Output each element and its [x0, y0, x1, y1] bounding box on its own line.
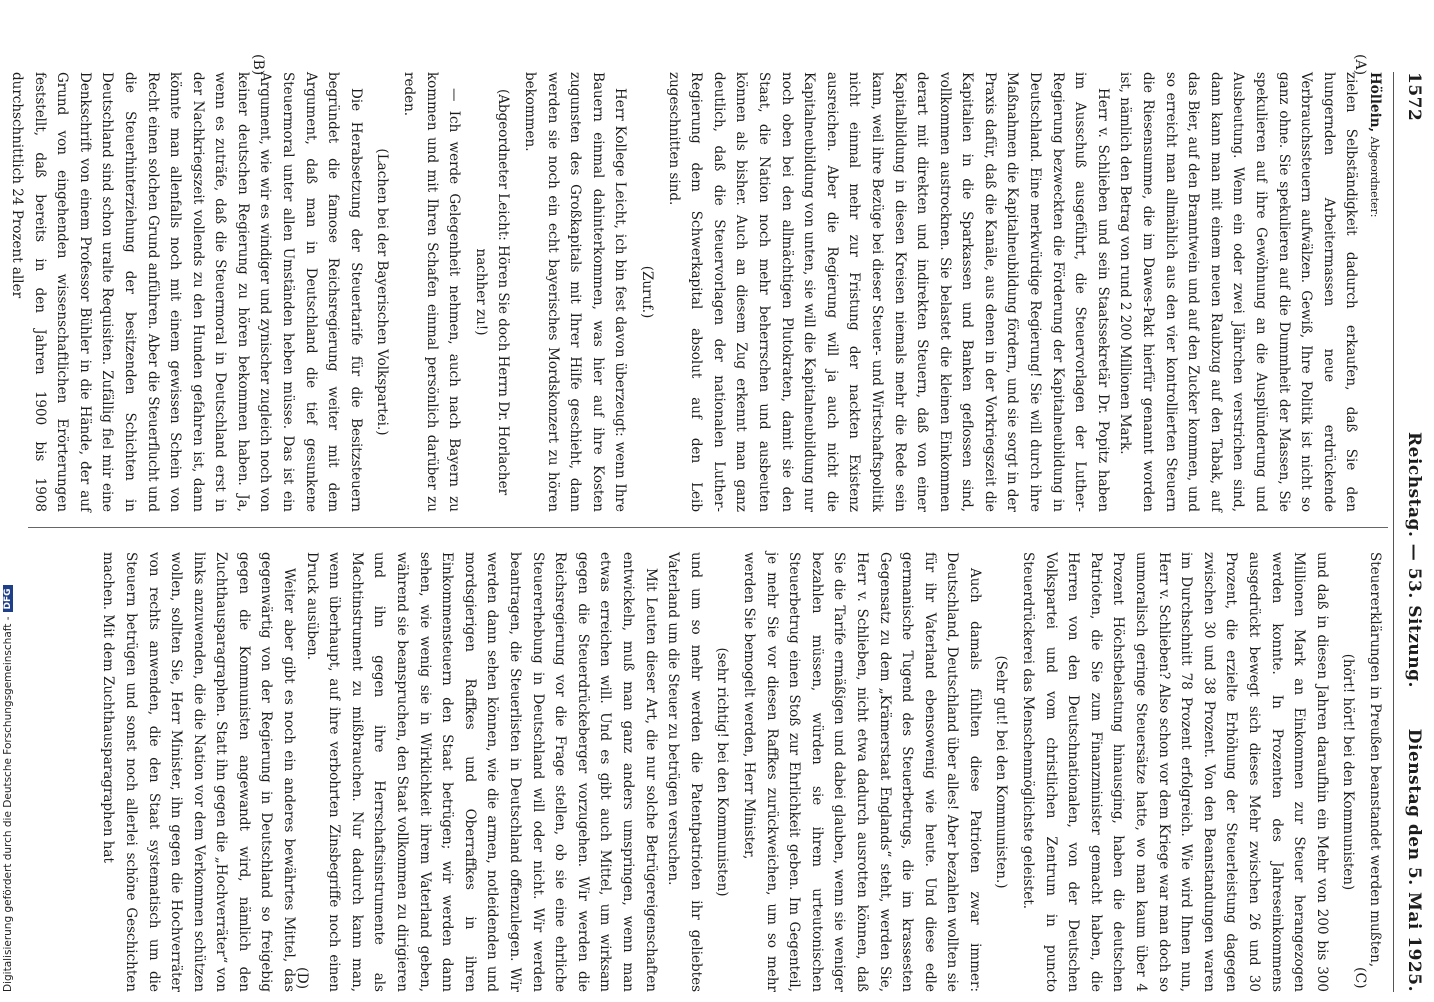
session-date: Dienstag den 5. Mai 1925.: [1404, 728, 1424, 992]
paragraph: und daß in diesen Jahren daraufhin ein Mehr von 200 bis 300 Millionen Mark an Einkommen zur Steuer herangezogen werden konnte. In Prozenten des Jahreseinkommens ausgedrückt bewegt sich dieses Mehr zwischen 26 und 30 Prozent, die erzielte Erhöhung der Steuerleistung dagegen zwischen 30 und 38 Prozent. Von den Beanstandungen waren im Durchschnitt 78 Prozent erfolgreich. Wie wird Ihnen nun, Herr v. Schlieben? Also schon vor dem Kriege war man doch so unmoralisch geringe Steuersätze hatte, wo man kaum über 4 Prozent Höchstbelastung hinausging, haben die deutschen Patrioten, die Sie zum Finanzminister gemacht haben, die Herren von den Deutschnationalen, von der Deutschen Volkspartei und vom christlichen Zentrum in puncto Steuerdrückerei das Menschenmöglichste geleistet.: [1020, 552, 1330, 992]
paragraph: und um so mehr werden die Patentpatrioten ihr geliebtes Vaterland um die Steuer zu betrügen versuchen.: [665, 552, 704, 992]
paragraph: Herr Kollege Leicht, ich bin fest davon überzeugt: wenn Ihre Bauern einmal dahinterkommen, was hier auf ihre Kosten zugunsten des Großkapitals mit Ihrer Hilfe geschieht, dann werden sie noch ein echt bayerisches Mordskonzert zu hören bekommen.: [522, 72, 629, 512]
dfg-logo: DFG: [3, 585, 13, 612]
paragraph: Weiter aber gibt es noch ein anderes bewährtes Mittel, das gegenwärtig von der Regierung in Deutschland so freigebig gegen die Kommunisten angewandt wird, nämlich den Zuchthausparagraphen. Statt ihn gegen die „Hochverräter“ von links anzuwenden, die die Nation vor dem Verkommen schützen wollen, sollten Sie, Herr Minister, ihn gegen die Hochverräter von rechts anwenden, die den Staat systematisch um die Steuern betrügen und sonst noch allerlei schöne Geschichten machen. Mit dem Zuchthausparagraphen hat: [100, 552, 298, 992]
margin-marker-a: (A): [1352, 54, 1368, 76]
interjection: (hört! hört! bei den Kommunisten): [1340, 653, 1357, 891]
interjection: (Abgeordneter Leicht: Hören Sie doch Herrn Dr. Horlacher nachher zu!): [472, 88, 512, 496]
paragraph: — Ich werde Gelegenheit nehmen, auch nach Bayern zu kommen und mit Ihren Schafen einmal persönlich darüber zu reden.: [401, 72, 463, 512]
interjection: (Zuruf.): [639, 265, 655, 319]
paragraph: Herr v. Schlieben und sein Staatssekretär Dr. Popitz haben im Ausschuß ausgeführt, die Steuervorlagen der Luther-Regierung bezweckten die Förderung der Kapitalneubildung in Deutschland. Eine merkwürdige Regierung! Sie will durch ihre Maßnahmen die Kapitalneubildung fördern, und sie sorgt in der Praxis dafür, daß die Kanäle, aus denen in der Vorkriegszeit die Kapitalien in die Sparkassen und Banken geflossen sind, vollkommen austrocknen. Sie belastet die kleinen Einkommen derart mit direkten und indirekten Steuern, daß von einer Kapitalbildung in diesen Kreisen niemals mehr die Rede sein kann, weil ihre Bezüge bei dieser Steuer- und Wirtschaftspolitik nicht einmal mehr zur Fristung der nackten Existenz ausreichen. Aber die Regierung will ja auch nicht die Kapitalneubildung von unten, sie will die Kapitalneubildung nur noch oben bei den allmächtigen Plutokraten, damit sie den Staat, die Nation noch mehr beherrschen und ausbeuten können als bisher. Auch an diesem Zug erkennt man ganz deutlich, daß die Steuervorlagen der nationalen Luther-Regierung dem Schwerkapital absolut auf den Leib zugeschnitten sind.: [665, 72, 1111, 512]
paragraph: zielen Selbständigkeit dadurch erkaufen, daß Sie den hungernden Arbeitermassen neue erdrückende Verbrauchssteuern aufwälzen. Gewiß, Ihre Politik ist nicht so ganz ohne. Sie spekulieren auf die Dummheit der Massen, Sie spekulieren auf ihre Gewöhnung an die Ausplünderung und Ausbeutung. Wenn ein oder zwei Jährchen verstrichen sind, dann kann man mit einem neuen Raubzug auf den Tabak, auf das Bier, auf den Branntwein und auf den Zucker kommen, und so erreicht man allmählich aus den vier kontrollierten Steuern die Riesensumme, die im Dawes-Pakt hierfür genannt worden ist, nämlich den Betrag von rund 2 200 Millionen Mark.: [1117, 72, 1360, 512]
page-header: [1398, 72, 1424, 992]
speaker-line: [1362, 72, 1386, 512]
paragraph: Die Herabsetzung der Steuertarife für die Besitzsteuern begründet die famose Reichsregierung weiter mit dem Argument, daß man in Deutschland die tief gesunkene Steuermoral unter allen Umständen heben müsse. Das ist ein Argument, wie wir es windiger und zynischer zugleich noch von keiner deutschen Regierung zu hören bekommen haben. Ja, wenn es zuträfe, daß die Steuermoral in Deutschland erst in der Nachkriegszeit vollends zu den Hunden gefahren ist, dann könnte man allenfalls noch mit einem gewissen Schein von Recht einen solchen Grund anführen. Aber die Steuerflucht und die Steuerhinterziehung der besitzenden Schichten in Deutschland sind schon uralte Requisiten. Zufällig fiel mir eine Denkschrift von einem Professor Bühler in die Hände, der auf Grund von eingehenden wissenschaftlichen Erörterungen feststellt, daß bereits in den Jahren 1900 bis 1908 durchschnittlich 24 Prozent aller: [8, 72, 364, 512]
page-title: Reichstag. — 53. Sitzung.: [1404, 432, 1424, 688]
header-rule: [1393, 72, 1394, 992]
right-column: [97, 552, 1386, 992]
left-column: [5, 72, 1386, 512]
credit-text: Digitalisierung gefördert durch die Deutsche Forschungsgemeinschaft -: [2, 616, 14, 992]
column-divider: [28, 527, 1388, 528]
interjection: (Lachen bei der Bayerischen Volkspartei.): [374, 148, 391, 436]
margin-marker-b: (B): [250, 54, 266, 76]
speaker-name: Höllein,: [1367, 72, 1383, 133]
interjection: (sehr richtig! bei den Kommunisten): [714, 647, 731, 897]
page-number: 1572: [1404, 72, 1424, 122]
paragraph: Mit Leuten dieser Art, die nur solche Betrügereigenschaften entwickeln, muß man ganz anders umspringen, wenn man etwas erreichen will. Und es gibt auch Mittel, um wirksam gegen die Steuerdrückeberger vorzugehen. Wir werden die Reichsregierung vor die Frage stellen, ob sie eine ehrliche Steuererhebung in Deutschland will oder nicht. Wir werden beantragen, die Steuerlisten in Deutschland offenzulegen. Wir werden dann sehen können, wie die armen, notleidenden und mordsgierigen Raffkes und Oberraffkes in ihren Einkommensteuern den Staat betrügen; wir werden dann sehen, wie wenig sie in Wirklichkeit ihrem Vaterland geben, während sie beanspruchen, den Staat vollkommen zu dirigieren und ihn gegen ihre Herrschaftsinstrumente als Machtinstrument zu mißbrauchen. Nur dadurch kann man, wenn überhaupt, auf ihre verbohrten Zinsbegriffe noch einen Druck ausüben.: [303, 552, 659, 992]
margin-marker-d: (D): [294, 967, 310, 990]
paragraph: Auch damals fühlten diese Patrioten zwar immer: Deutschland, Deutschland über alles! Aber bezahlen wollten sie für ihr Vaterland ebensowenig wie heute. Und diese edle germanische Tugend des Steuerbetrugs, die im krassesten Gegensatz zu dem „Krämerstaat Englands“ steht, werden Sie, Herr v. Schlieben, nicht etwa dadurch ausrotten können, daß Sie die Tarife ermäßigen und dabei glauben, wenn sie weniger bezahlen müssen, würden sie ihrem urteutonischen Steuerbetrug einen Stoß zur Ehrlichkeit geben. Im Gegenteil, je mehr Sie vor diesen Raffkes zurückweichen, um so mehr werden Sie bemogelt werden, Herr Minister,: [740, 552, 983, 992]
speaker-role: Abgeordneter:: [1368, 136, 1381, 218]
paragraph: Steuererklärungen in Preußen beanstandet werden mußten,: [1367, 552, 1383, 968]
margin-marker-c: (C): [1352, 967, 1368, 989]
interjection: (Sehr gut! bei den Kommunisten.): [993, 655, 1010, 889]
